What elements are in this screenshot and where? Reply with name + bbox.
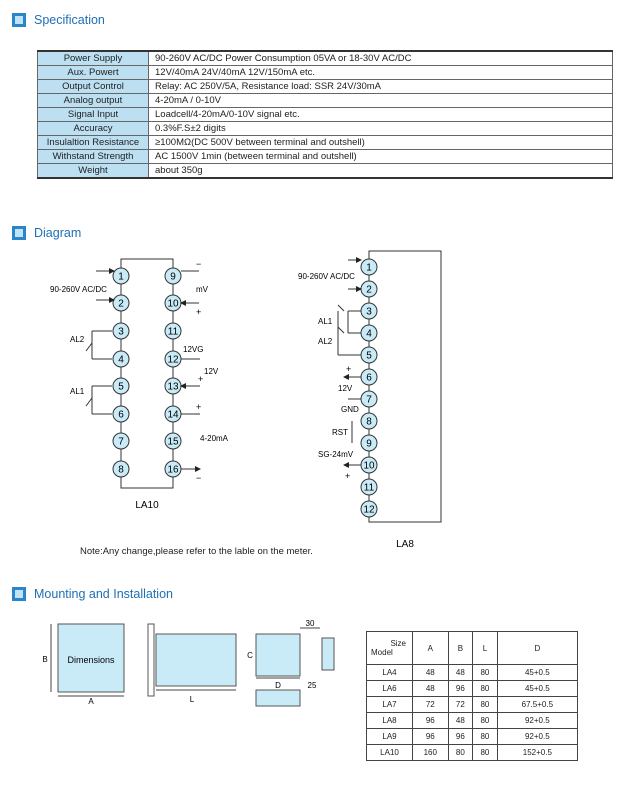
mounting-drawing xyxy=(0,612,360,722)
dim-cell: LA10 xyxy=(367,745,413,761)
v12-label: 12V xyxy=(338,384,353,393)
terminal-number: 12 xyxy=(363,504,375,516)
dim-b: B xyxy=(42,655,48,664)
la10-box xyxy=(121,259,173,488)
spec-row xyxy=(38,51,613,66)
section-icon xyxy=(12,226,26,240)
dim-cell: 48 xyxy=(413,665,449,681)
dim-row xyxy=(367,697,578,713)
dim-cell: 48 xyxy=(448,665,473,681)
power-label: 90-260V AC/DC xyxy=(50,285,107,294)
panel-thickness xyxy=(322,638,334,670)
dim-cell: LA8 xyxy=(367,713,413,729)
spec-row xyxy=(38,66,613,80)
switch xyxy=(338,327,344,333)
terminal-number: 8 xyxy=(118,464,124,476)
dim-a: A xyxy=(88,697,94,706)
side-bezel xyxy=(148,624,154,696)
terminal-number: 4 xyxy=(118,354,124,366)
dim-cell: LA4 xyxy=(367,665,413,681)
section-header-mounting xyxy=(12,587,173,601)
spec-key: Aux. Powert xyxy=(38,66,149,80)
dimensions-label: Dimensions xyxy=(67,655,115,665)
spec-value: ≥100MΩ(DC 500V between terminal and outshell) xyxy=(149,136,613,150)
dim-cell: 96 xyxy=(448,729,473,745)
dim-cell: 72 xyxy=(448,697,473,713)
spec-value: 4-20mA / 0-10V xyxy=(149,94,613,108)
spec-key: Output Control xyxy=(38,80,149,94)
terminal-number: 7 xyxy=(366,394,372,406)
spec-value: about 350g xyxy=(149,164,613,179)
dim-cell: 96 xyxy=(413,713,449,729)
terminal-number: 4 xyxy=(366,328,372,340)
spec-value: 90-260V AC/DC Power Consumption 05VA or 18-30V AC/DC xyxy=(149,51,613,66)
dim-row xyxy=(367,745,578,761)
spec-key: Signal Input xyxy=(38,108,149,122)
dim-cell: 67.5+0.5 xyxy=(497,697,577,713)
specification-table xyxy=(37,50,613,179)
cutout-bottom xyxy=(256,690,300,706)
la8-box xyxy=(369,251,441,522)
spec-row xyxy=(38,164,613,179)
spec-row xyxy=(38,122,613,136)
minus-sign: − xyxy=(196,473,202,483)
spec-value: Loadcell/4-20mA/0-10V signal etc. xyxy=(149,108,613,122)
dim-cell: 48 xyxy=(448,713,473,729)
spec-value: 0.3%F.S±2 digits xyxy=(149,122,613,136)
section-title: Diagram xyxy=(34,226,82,240)
dim-c: C xyxy=(247,651,253,660)
rst-label: RST xyxy=(332,428,348,437)
spec-key: Accuracy xyxy=(38,122,149,136)
terminal-number: 16 xyxy=(167,464,179,476)
spec-value: AC 1500V 1min (between terminal and outshell) xyxy=(149,150,613,164)
spec-row xyxy=(38,94,613,108)
mv-label: mV xyxy=(196,285,208,294)
dim-corner-cell xyxy=(367,632,413,665)
dim-cell: LA6 xyxy=(367,681,413,697)
terminal-number: 8 xyxy=(366,416,372,428)
dim-30: 30 xyxy=(305,619,315,628)
section-icon xyxy=(12,13,26,27)
la10-label: LA10 xyxy=(135,500,159,511)
plus-sign: + xyxy=(196,307,202,317)
dim-header-row xyxy=(367,632,578,665)
power-label: 90-260V AC/DC xyxy=(298,272,355,281)
dim-cell: 80 xyxy=(448,745,473,761)
spec-value: 12V/40mA 24V/40mA 12V/150mA etc. xyxy=(149,66,613,80)
dim-cell: 80 xyxy=(473,713,498,729)
terminal-number: 3 xyxy=(118,326,124,338)
plus-sign: + xyxy=(345,471,351,481)
dim-col-header: L xyxy=(473,632,498,665)
dim-cell: 96 xyxy=(413,729,449,745)
terminal-number: 5 xyxy=(366,350,372,362)
section-header-diagram xyxy=(12,226,81,240)
dim-col-header: A xyxy=(413,632,449,665)
terminal-number: 11 xyxy=(363,482,375,494)
dim-l: L xyxy=(189,695,195,704)
spec-row xyxy=(38,108,613,122)
al2-label: AL2 xyxy=(70,335,85,344)
terminal-number: 3 xyxy=(366,306,372,318)
dim-cell: LA7 xyxy=(367,697,413,713)
section-header-specification xyxy=(12,13,105,27)
dim-cell: 45+0.5 xyxy=(497,681,577,697)
plus-sign: + xyxy=(196,402,202,412)
terminal-number: 9 xyxy=(170,271,176,283)
al2-label: AL2 xyxy=(318,337,333,346)
terminal-number: 11 xyxy=(167,326,179,338)
v12-label: 12V xyxy=(204,367,219,376)
terminal-number: 13 xyxy=(167,381,179,393)
plus-sign: + xyxy=(198,374,204,384)
switch xyxy=(86,398,92,406)
spec-key: Weight xyxy=(38,164,149,179)
sg-label: SG-24mV xyxy=(318,450,354,459)
spec-row xyxy=(38,136,613,150)
dim-row xyxy=(367,665,578,681)
spec-key: Insulaltion Resistance xyxy=(38,136,149,150)
dim-cell: 45+0.5 xyxy=(497,665,577,681)
dim-row xyxy=(367,681,578,697)
dim-cell: 48 xyxy=(413,681,449,697)
spec-row xyxy=(38,150,613,164)
terminal-number: 10 xyxy=(167,298,179,310)
section-title: Specification xyxy=(34,13,105,27)
minus-sign: − xyxy=(196,259,202,269)
dim-cell: 96 xyxy=(448,681,473,697)
size-label: Size xyxy=(390,639,406,648)
terminal-number: 6 xyxy=(118,409,124,421)
dimension-table xyxy=(366,631,578,761)
dim-cell: 92+0.5 xyxy=(497,713,577,729)
terminal-number: 12 xyxy=(167,354,179,366)
v12g-label: 12VG xyxy=(183,345,204,354)
diagram-note: Note:Any change,please refer to the lable on the meter. xyxy=(80,546,313,557)
side-view xyxy=(156,634,236,686)
spec-key: Analog output xyxy=(38,94,149,108)
dim-col-header: B xyxy=(448,632,473,665)
dim-cell: LA9 xyxy=(367,729,413,745)
al1-label: AL1 xyxy=(318,317,333,326)
switch xyxy=(86,343,92,351)
dim-cell: 80 xyxy=(473,697,498,713)
ma-label: 4-20mA xyxy=(200,434,229,443)
dim-cell: 152+0.5 xyxy=(497,745,577,761)
model-label: Model xyxy=(371,648,393,657)
terminal-number: 1 xyxy=(118,271,124,283)
terminal-number: 6 xyxy=(366,372,372,384)
dim-row xyxy=(367,713,578,729)
terminal-number: 2 xyxy=(118,298,124,310)
terminal-number: 7 xyxy=(118,436,124,448)
terminal-number: 9 xyxy=(366,438,372,450)
dim-cell: 80 xyxy=(473,745,498,761)
plus-sign: + xyxy=(346,364,352,374)
section-icon xyxy=(12,587,26,601)
dim-col-header: D xyxy=(497,632,577,665)
spec-key: Withstand Strength xyxy=(38,150,149,164)
terminal-number: 5 xyxy=(118,381,124,393)
dim-25: 25 xyxy=(307,681,317,690)
terminal-number: 15 xyxy=(167,436,179,448)
dim-cell: 80 xyxy=(473,729,498,745)
dim-d: D xyxy=(275,681,281,690)
spec-row xyxy=(38,80,613,94)
spec-key: Power Supply xyxy=(38,51,149,66)
dim-row xyxy=(367,729,578,745)
dim-cell: 72 xyxy=(413,697,449,713)
la8-label: LA8 xyxy=(396,539,414,550)
switch xyxy=(338,305,344,311)
al1-label: AL1 xyxy=(70,387,85,396)
terminal-number: 14 xyxy=(167,409,179,421)
dim-cell: 160 xyxy=(413,745,449,761)
gnd-label: GND xyxy=(341,405,359,414)
terminal-number: 1 xyxy=(366,262,372,274)
dim-cell: 80 xyxy=(473,681,498,697)
section-title: Mounting and Installation xyxy=(34,587,173,601)
dim-cell: 80 xyxy=(473,665,498,681)
wiring-diagram xyxy=(0,245,625,575)
dim-cell: 92+0.5 xyxy=(497,729,577,745)
cutout-view xyxy=(256,634,300,676)
spec-value: Relay: AC 250V/5A, Resistance load: SSR 24V/30mA xyxy=(149,80,613,94)
terminal-number: 2 xyxy=(366,284,372,296)
terminal-number: 10 xyxy=(363,460,375,472)
